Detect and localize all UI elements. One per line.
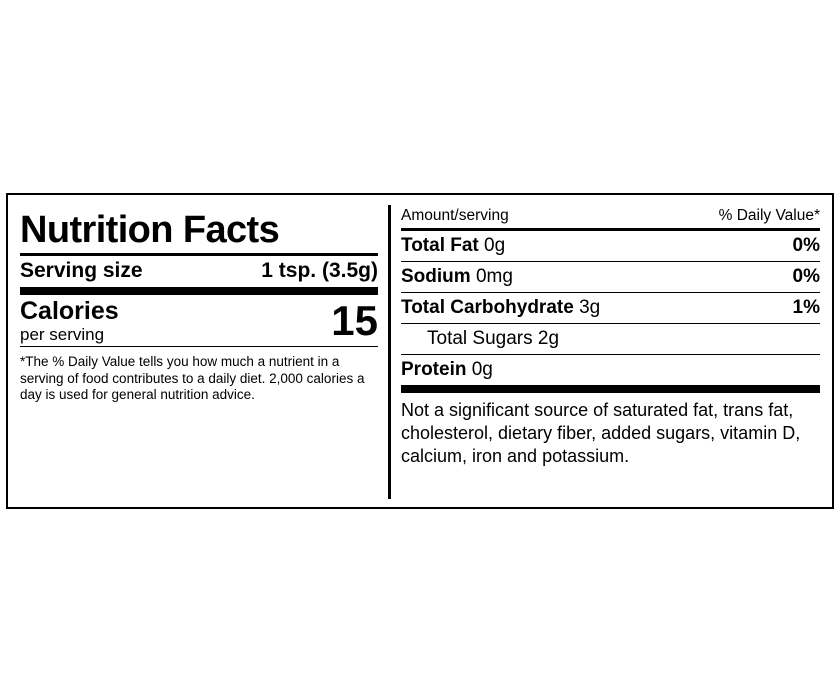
nutrient-table-header [401,205,820,228]
left-panel [20,205,388,499]
nutrient-dv-total-carbohydrate: 1% [792,297,820,318]
nutrient-amount-protein: 0g [471,359,493,380]
nutrient-dv-sodium: 0% [792,266,820,287]
nutrient-name-total-fat: Total Fat 0g [401,235,506,256]
nutrient-name-protein: Protein 0g [401,359,493,380]
calories-labels [20,298,119,344]
calories-value: 15 [331,297,378,345]
daily-value-footnote: *The % Daily Value tells you how much a nutrient in a serving of food contributes to a daily diet. 2,000 calories a day is used for general nutrition advice. [20,354,365,403]
right-panel [388,205,820,499]
nutrient-amount-total-fat: 0g [484,235,506,256]
nutrient-name-total-carbohydrate: Total Carbohydrate 3g [401,297,601,318]
nutrient-dv-total-fat: 0% [792,235,820,256]
nutrition-facts-label [6,193,834,509]
table-row [401,324,820,354]
table-row [401,231,820,261]
serving-size-row [20,256,378,287]
nutrient-name-total-sugars: Total Sugars 2g [427,328,560,349]
nutrient-amount-total-carbohydrate: 3g [579,297,601,318]
serving-size-label: Serving size [20,259,143,282]
table-row [401,262,820,292]
daily-value-header: % Daily Value* [718,207,820,224]
not-significant-source-disclaimer: Not a significant source of saturated fat, trans fat, cholesterol, dietary fiber, added sugars, vitamin D, calcium, iron and potassium. [401,400,801,466]
table-row [401,293,820,323]
nutrient-amount-sodium: 0mg [475,266,513,287]
label-title: Nutrition Facts [20,209,280,251]
rule-under-serving [20,287,378,295]
calories-label: Calories [20,297,119,325]
calories-row [20,295,378,346]
serving-size-value: 1 tsp. (3.5g) [261,259,378,282]
calories-sub-label: per serving [20,325,105,345]
table-row [401,355,820,385]
rule-under-protein [401,385,820,393]
amount-per-serving-header: Amount/serving [401,207,509,224]
nutrient-name-sodium: Sodium 0mg [401,266,513,287]
label-panels [8,195,832,507]
nutrient-amount-total-sugars: 2g [537,328,560,349]
